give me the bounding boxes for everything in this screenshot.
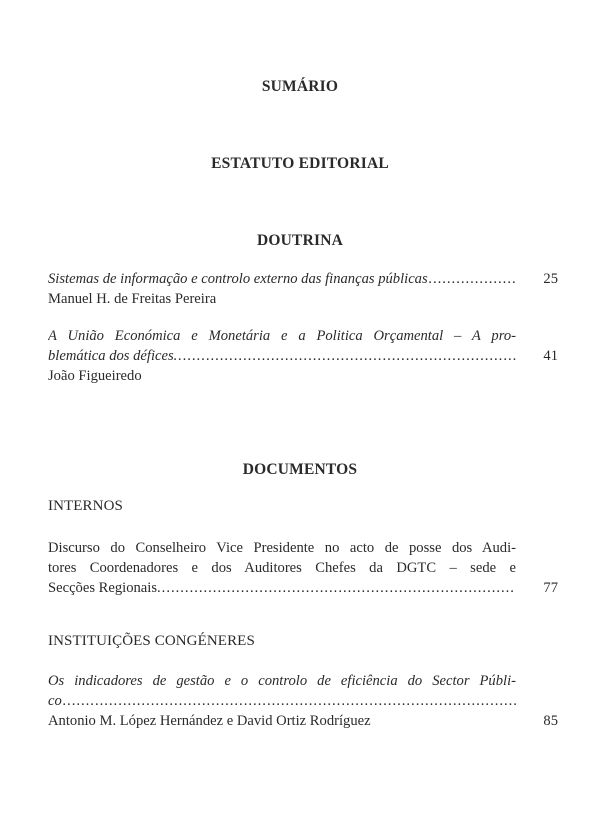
dot-leader <box>429 269 516 289</box>
doutrina-heading: DOUTRINA <box>257 232 343 249</box>
toc-entry-title-text: Sistemas de informação e controlo externo das finanças públicas <box>48 271 428 287</box>
toc-entry-title-line-3 <box>48 578 516 598</box>
page-title: SUMÁRIO <box>261 78 339 95</box>
toc-entry-page-number: 77 <box>543 580 558 596</box>
toc-entry-page-number: 41 <box>543 348 558 364</box>
toc-entry-title-line-2: tores Coordenadores e dos Auditores Chefes da DGTC – sede e <box>48 560 516 576</box>
toc-entry-author: João Figueiredo <box>48 368 142 384</box>
toc-entry-author: Manuel H. de Freitas Pereira <box>48 291 217 307</box>
dot-leader <box>162 578 516 598</box>
dot-leader <box>178 346 516 366</box>
toc-entry-title-text: co <box>48 693 62 709</box>
toc-entry-title-text: blemática dos défices. <box>48 348 178 364</box>
toc-entry-title <box>48 269 516 289</box>
documentos-heading: DOCUMENTOS <box>242 461 358 478</box>
estatuto-editorial-heading: ESTATUTO EDITORIAL <box>211 155 389 172</box>
toc-entry-page-number: 85 <box>543 713 558 729</box>
toc-entry-page-number: 25 <box>543 271 558 287</box>
instituicoes-congeneres-subheading: INSTITUIÇÕES CONGÉNERES <box>48 633 255 649</box>
toc-entry-title-line-2 <box>48 346 516 366</box>
toc-entry-title-line-1: Discurso do Conselheiro Vice Presidente no acto de posse dos Audi- <box>48 540 516 556</box>
toc-entry-title-line-2 <box>48 691 516 711</box>
toc-entry-title-line-1: Os indicadores de gestão e o controlo de eficiência do Sector Públi- <box>48 673 516 689</box>
toc-entry-author: Antonio M. López Hernández e David Ortiz Rodríguez <box>48 713 371 729</box>
toc-entry-title-line-1: A União Económica e Monetária e a Politica Orçamental – A pro- <box>48 328 516 344</box>
dot-leader <box>63 691 516 711</box>
toc-entry-title-text: Secções Regionais. <box>48 580 161 596</box>
internos-subheading: INTERNOS <box>48 498 123 514</box>
